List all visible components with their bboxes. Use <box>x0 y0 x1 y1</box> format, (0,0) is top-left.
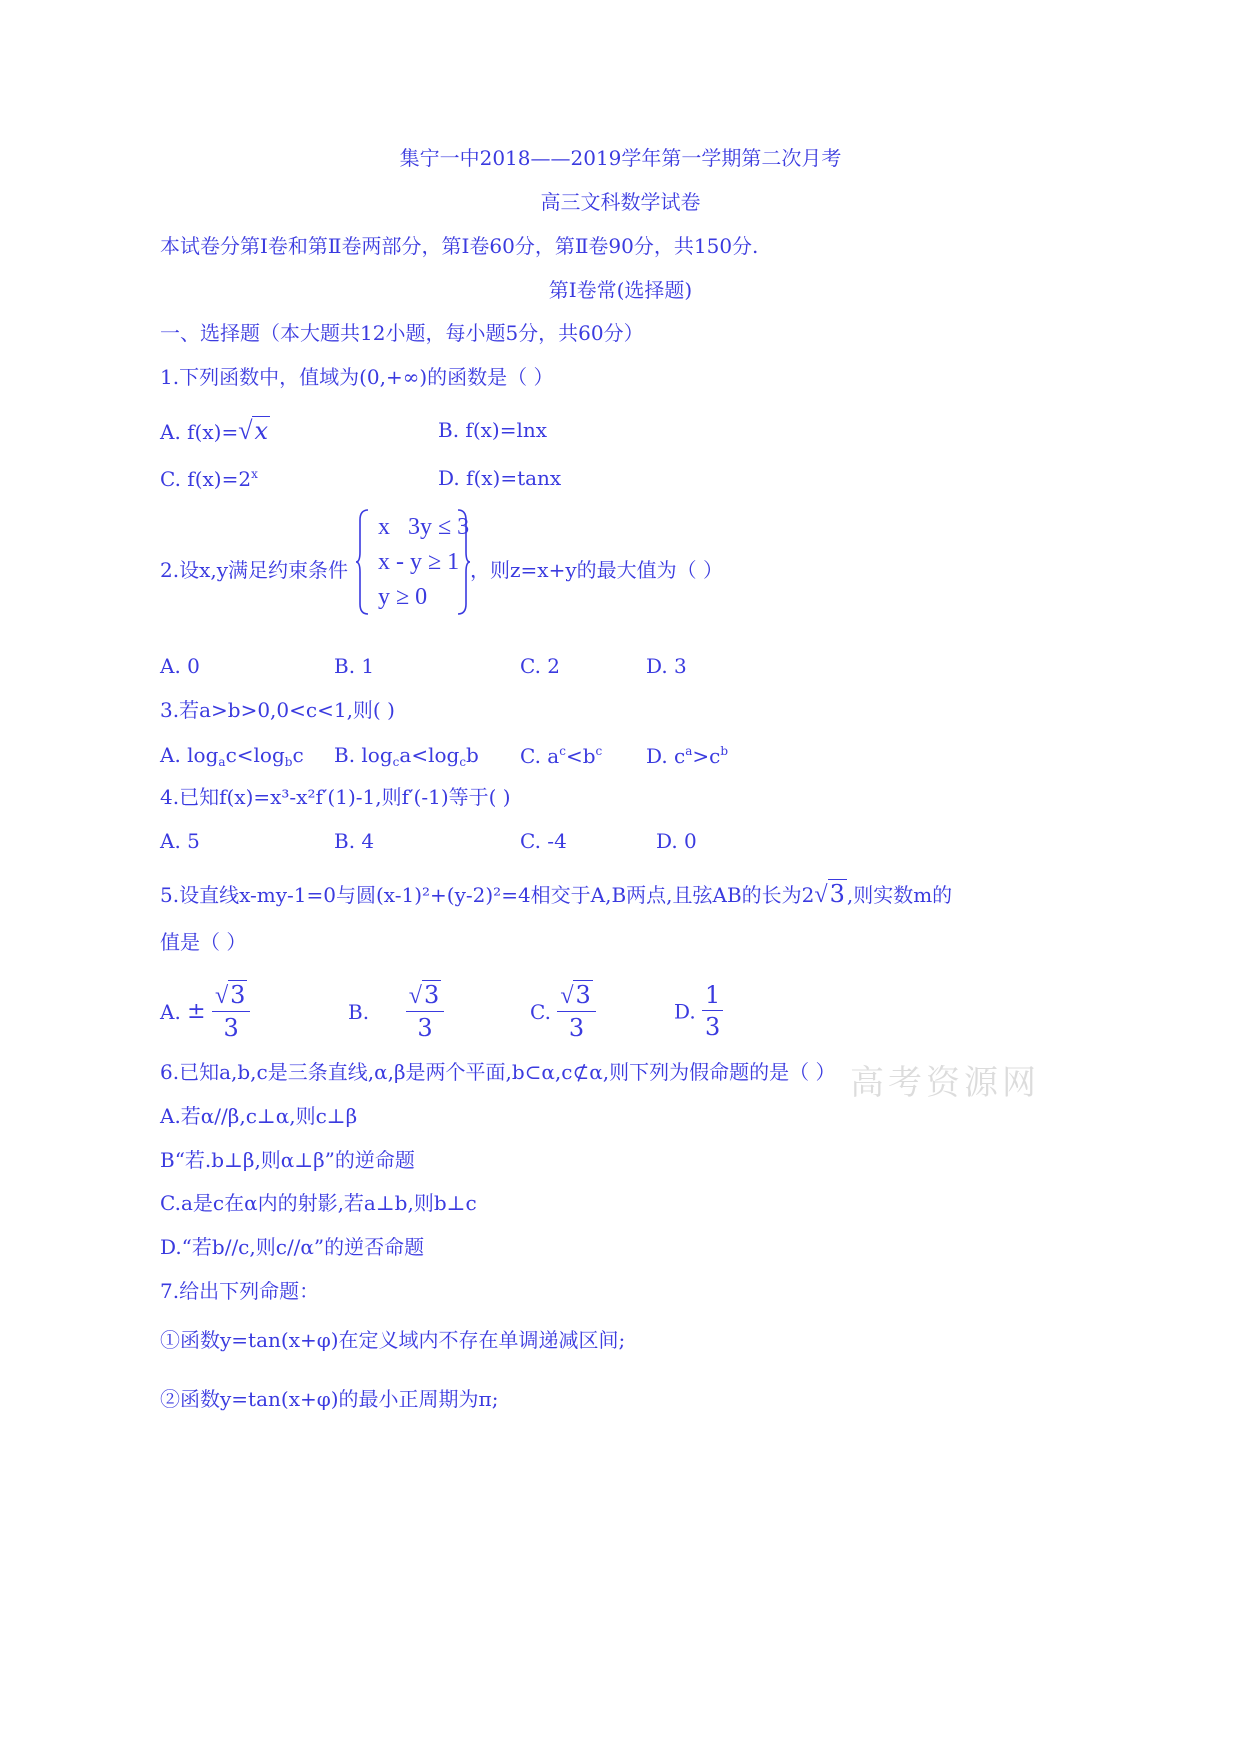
q6-stem: 6.已知a,b,c是三条直线,α,β是两个平面,b⊂α,c⊄α,则下列为假命题的是（ ） <box>160 1060 836 1084</box>
q3-d-part1: D. c <box>646 744 686 768</box>
sqrt-symbol: √ <box>814 882 828 908</box>
part-heading: 第Ⅰ卷常(选择题) <box>548 278 693 302</box>
q5-c-fraction <box>557 982 595 1042</box>
q3-option-d <box>646 745 728 766</box>
q5-b-label: B. <box>348 999 370 1024</box>
q5-b-numerator <box>406 982 444 1012</box>
q6-option-a: A.若α//β,c⊥α,则c⊥β <box>160 1104 358 1128</box>
q7-statement-1: ①函数y=tan(x+φ)在定义域内不存在单调递减区间; <box>160 1328 626 1352</box>
q3-b-sub1: c <box>392 755 400 769</box>
q5-b-denominator: 3 <box>417 1014 433 1043</box>
q3-c-part2: <b <box>565 744 596 768</box>
q5-c-denominator: 3 <box>568 1014 585 1043</box>
q5-b-radicand: 3 <box>423 981 440 1009</box>
q3-b-sub2: c <box>459 755 467 769</box>
left-brace-icon <box>356 508 370 616</box>
q3-b-part2: a<log <box>399 743 460 767</box>
q4-option-a: A. 5 <box>160 829 200 853</box>
constraint-line-1-var: x <box>378 514 390 540</box>
q5-a-sign: ± <box>187 998 206 1024</box>
constraint-line-1-rest: 3y ≤ 3 <box>408 514 470 540</box>
q5-stem-post: ,则实数m的 <box>846 883 953 907</box>
q7-stem: 7.给出下列命题： <box>160 1279 320 1303</box>
q7-statement-2: ②函数y=tan(x+φ)的最小正周期为π; <box>160 1387 499 1411</box>
q1-option-b: B. f(x)=lnx <box>438 418 548 442</box>
q2-option-d: D. 3 <box>646 654 687 678</box>
q1-option-a <box>160 418 270 444</box>
q5-d-fraction <box>702 982 723 1041</box>
q6-option-c: C.a是c在α内的射影,若a⊥b,则b⊥c <box>160 1191 477 1215</box>
q6-option-b: B“若.b⊥β,则α⊥β”的逆命题 <box>160 1148 415 1172</box>
exam-intro: 本试卷分第Ⅰ卷和第Ⅱ卷两部分，第Ⅰ卷60分，第Ⅱ卷90分，共150分. <box>160 234 759 258</box>
q5-c-label: C. <box>530 999 551 1024</box>
q5-a-radicand: 3 <box>230 981 246 1009</box>
q5-option-c <box>530 982 596 1042</box>
q6-option-d: D.“若b//c,则c//α”的逆否命题 <box>160 1235 425 1259</box>
q2-option-c: C. 2 <box>520 654 561 678</box>
q5-a-numerator <box>212 982 250 1012</box>
q5-b-fraction <box>406 982 444 1042</box>
watermark: 高考资源网 <box>850 1063 1040 1103</box>
q5-stem-radicand: 3 <box>829 880 845 908</box>
q4-stem: 4.已知f(x)=x³-x²f′(1)-1,则f′(-1)等于( ) <box>160 785 511 809</box>
q4-option-b: B. 4 <box>334 829 375 853</box>
q3-stem: 3.若a>b>0,0<c<1,则( ) <box>160 698 395 722</box>
sqrt-symbol: √ <box>408 983 422 1009</box>
q5-a-label: A. <box>160 999 181 1024</box>
q3-d-sup2: b <box>720 744 729 758</box>
q3-d-part2: >c <box>692 744 721 768</box>
q3-d-sup1: a <box>685 744 693 758</box>
q4-option-c: C. -4 <box>520 829 567 853</box>
q1-option-a-radicand: x <box>254 417 269 445</box>
q1-stem: 1.下列函数中，值域为(0,+∞)的函数是（ ） <box>160 365 554 389</box>
q5-stem-line2: 值是（ ） <box>160 930 247 954</box>
q3-c-part1: C. a <box>520 744 560 768</box>
q5-option-a <box>160 982 250 1042</box>
q3-option-c <box>520 745 602 766</box>
q2-stem-post: ，则z=x+y的最大值为（ ） <box>470 558 723 582</box>
q3-b-part1: B. log <box>334 743 393 767</box>
constraint-line-2: x - y ≥ 1 <box>378 549 460 575</box>
q5-d-numerator: 1 <box>702 982 723 1011</box>
q5-c-numerator <box>557 982 595 1012</box>
exam-subtitle: 高三文科数学试卷 <box>540 190 701 214</box>
q5-c-radicand: 3 <box>575 981 591 1009</box>
q3-c-sup1: c <box>559 744 566 758</box>
q5-stem-pre: 5.设直线x-my-1=0与圆(x-1)²+(y-2)²=4相交于A,B两点,且弦AB的长为2 <box>160 883 815 907</box>
q1-option-d: D. f(x)=tanx <box>438 466 562 490</box>
q3-b-part3: b <box>466 743 479 767</box>
sqrt-symbol: √ <box>238 416 253 445</box>
q3-option-a <box>160 745 304 768</box>
q1-option-c-base: C. f(x)=2 <box>160 467 252 491</box>
sqrt-symbol: √ <box>560 983 574 1009</box>
constraint-system <box>356 508 468 616</box>
q3-option-b <box>334 745 479 768</box>
q5-a-denominator: 3 <box>223 1014 239 1043</box>
exam-title: 集宁一中2018——2019学年第一学期第二次月考 <box>399 146 842 170</box>
sqrt-symbol: √ <box>214 983 229 1009</box>
constraint-line-3: y ≥ 0 <box>378 584 428 610</box>
q1-option-a-prefix: A. f(x)= <box>160 420 239 444</box>
right-brace-icon <box>456 508 470 616</box>
q3-a-part3: c <box>292 743 304 767</box>
section-heading: 一、选择题（本大题共12小题，每小题5分，共60分） <box>160 321 644 345</box>
q1-option-c-exponent: x <box>251 467 258 481</box>
q3-a-part2: c<log <box>225 743 285 767</box>
q5-option-b <box>348 982 444 1042</box>
q4-option-d: D. 0 <box>656 829 697 853</box>
q5-d-denominator: 3 <box>705 1013 721 1042</box>
q5-d-label: D. <box>674 999 696 1024</box>
q2-option-b: B. 1 <box>334 654 375 678</box>
q1-option-c <box>160 468 258 489</box>
q3-a-part1: A. log <box>160 743 219 767</box>
q5-option-d <box>674 982 723 1041</box>
q3-a-sub2: b <box>284 755 293 769</box>
q2-stem-pre: 2.设x,y满足约束条件 <box>160 558 349 582</box>
q5-a-fraction <box>212 982 250 1042</box>
q3-c-sup2: c <box>595 744 603 758</box>
q2-option-a: A. 0 <box>160 654 200 678</box>
q3-a-sub1: a <box>218 755 226 769</box>
q5-stem-line1 <box>160 882 952 907</box>
